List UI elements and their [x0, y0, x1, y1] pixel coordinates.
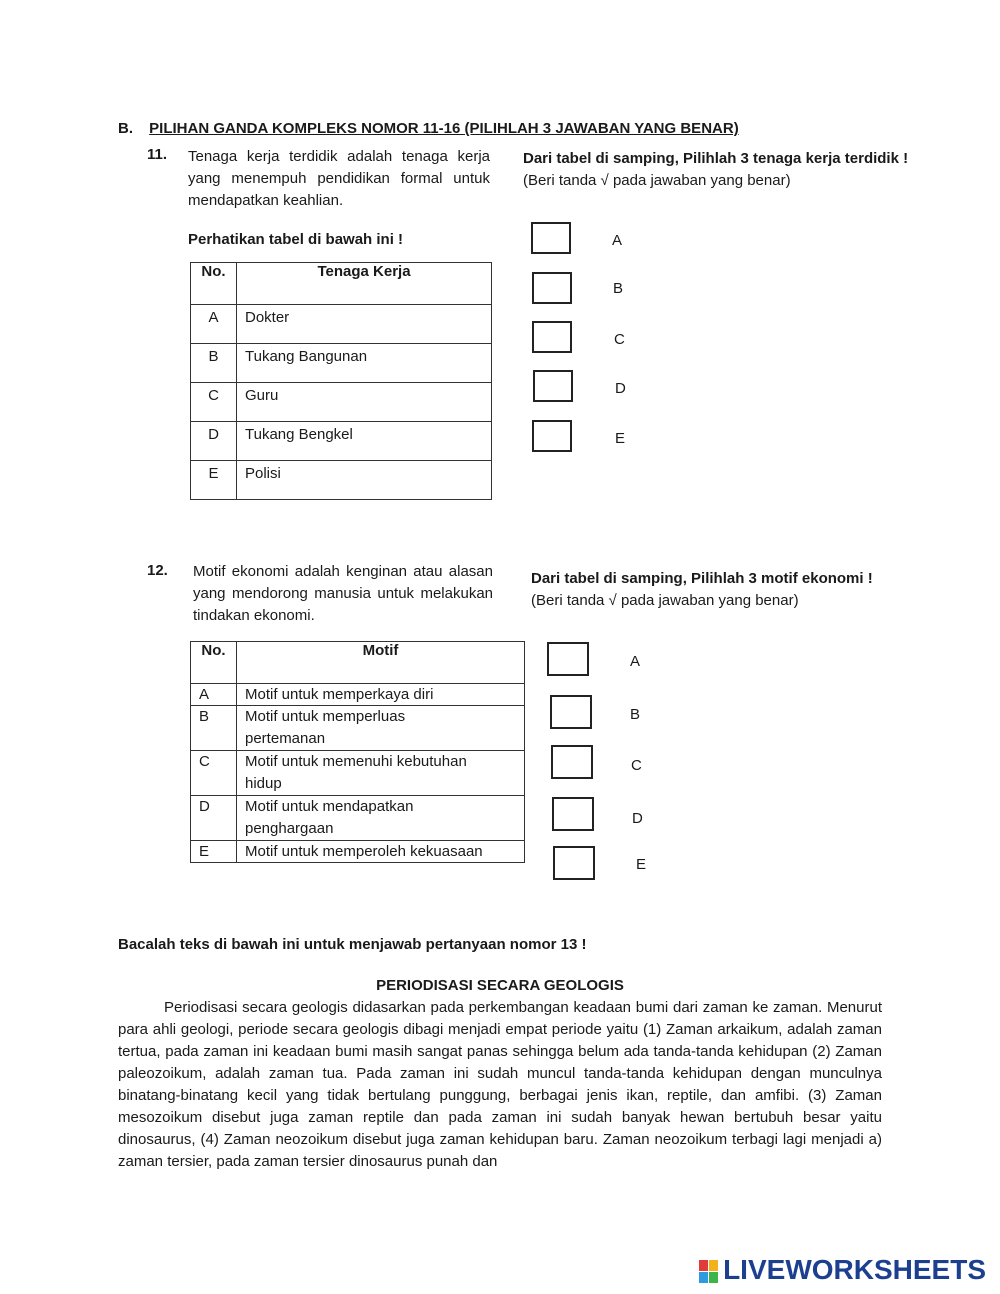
q12-option-d: D [632, 810, 643, 827]
table-header-row [191, 642, 525, 684]
table-row [191, 841, 525, 863]
table-row [191, 796, 525, 841]
liveworksheets-logo-text: LIVEWORKSHEETS [723, 1254, 986, 1285]
row-label: Motif untuk mendapatkan penghargaan [237, 796, 525, 841]
q12-option-a: A [630, 653, 641, 670]
q11-checkbox-c[interactable] [532, 321, 572, 353]
row-label: Motif untuk memperoleh kekuasaan [237, 841, 525, 863]
row-label: Guru [237, 383, 492, 422]
q11-instruction: Perhatikan tabel di bawah ini ! [188, 231, 404, 248]
table-header-no: No. [191, 642, 237, 684]
q13-intro: Bacalah teks di bawah ini untuk menjawab pertanyaan nomor 13 ! [118, 936, 587, 953]
row-label: Motif untuk memenuhi kebutuhan hidup [237, 751, 525, 796]
q12-prompt: Dari tabel di samping, Pilihlah 3 motif ekonomi ! [531, 570, 873, 587]
q11-option-b: B [613, 280, 624, 297]
row-label: Polisi [237, 461, 492, 500]
q12-table [190, 641, 525, 863]
row-no: A [191, 684, 237, 706]
table-row [191, 706, 525, 751]
q12-option-e: E [636, 856, 647, 873]
q11-hint: (Beri tanda √ pada jawaban yang benar) [523, 172, 791, 189]
q11-checkbox-a[interactable] [531, 222, 571, 254]
row-label: Dokter [237, 305, 492, 344]
liveworksheets-logo-icon [699, 1260, 719, 1284]
q12-checkbox-b[interactable] [550, 695, 592, 729]
row-no: E [191, 461, 237, 500]
q12-checkbox-c[interactable] [551, 745, 593, 779]
table-row [191, 305, 492, 344]
row-no: D [191, 796, 237, 841]
row-no: B [191, 706, 237, 751]
q11-checkbox-b[interactable] [532, 272, 572, 304]
q11-number: 11. [147, 146, 168, 163]
q11-option-c: C [614, 331, 625, 348]
q11-prompt: Dari tabel di samping, Pilihlah 3 tenaga kerja terdidik ! [523, 150, 909, 167]
section-heading [118, 120, 739, 137]
q11-option-a: A [612, 232, 623, 249]
row-no: C [191, 751, 237, 796]
table-row [191, 422, 492, 461]
q11-text: Tenaga kerja terdidik adalah tenaga kerja yang menempuh pendidikan formal untuk mendapatkan keahlian. [188, 148, 490, 209]
q12-checkbox-e[interactable] [553, 846, 595, 880]
q11-checkbox-e[interactable] [532, 420, 572, 452]
row-no: D [191, 422, 237, 461]
q12-number: 12. [147, 562, 168, 579]
q13-title: PERIODISASI SECARA GEOLOGIS [376, 977, 624, 994]
liveworksheets-logo [699, 1254, 986, 1286]
q12-option-c: C [631, 757, 642, 774]
q11-table [190, 262, 492, 500]
q12-option-b: B [630, 706, 641, 723]
q12-checkbox-d[interactable] [552, 797, 594, 831]
table-header-label: Tenaga Kerja [237, 263, 492, 305]
row-no: E [191, 841, 237, 863]
table-header-no: No. [191, 263, 237, 305]
table-row [191, 684, 525, 706]
row-label: Tukang Bangunan [237, 344, 492, 383]
row-no: B [191, 344, 237, 383]
row-no: A [191, 305, 237, 344]
q11-option-e: E [615, 430, 626, 447]
q12-hint: (Beri tanda √ pada jawaban yang benar) [531, 592, 799, 609]
table-row [191, 461, 492, 500]
row-label: Motif untuk memperluas pertemanan [237, 706, 525, 751]
q12-text: Motif ekonomi adalah kenginan atau alasan yang mendorong manusia untuk melakukan tindakan ekonomi. [193, 563, 493, 624]
q11-option-d: D [615, 380, 626, 397]
table-header-label: Motif [237, 642, 525, 684]
row-label: Tukang Bengkel [237, 422, 492, 461]
table-row [191, 344, 492, 383]
q12-checkbox-a[interactable] [547, 642, 589, 676]
section-title: PILIHAN GANDA KOMPLEKS NOMOR 11-16 (PILIHLAH 3 JAWABAN YANG BENAR) [149, 120, 739, 137]
q11-checkbox-d[interactable] [533, 370, 573, 402]
row-label: Motif untuk memperkaya diri [237, 684, 525, 706]
row-no: C [191, 383, 237, 422]
table-header-row [191, 263, 492, 305]
table-row [191, 751, 525, 796]
table-row [191, 383, 492, 422]
section-prefix: B. [118, 120, 133, 137]
q13-paragraph: Periodisasi secara geologis didasarkan pada perkembangan keadaan bumi dari zaman ke zaman. Menurut para ahli geologi, periode secara geologis dibagi menjadi empat periode yaitu (1) Zaman arkaikum, adalah zaman tertua, pada zaman ini keadaan bumi masih sangat panas sehingga belum ada tanda-tanda kehidupan (2) Zaman paleozoikum, adalah zaman tua. Pada zaman ini sudah muncul tanda-tanda kehidupan dengan munculnya binatang-binatang kecil yang tidak bertulang punggung, berbagai jenis ikan, reptile, dan amfibi. (3) Zaman mesozoikum disebut juga zaman reptile dan pada zaman ini sudah banyak hewan bertubuh besar yaitu dinosaurus, (4) Zaman neozoikum disebut juga zaman kehidupan baru. Zaman neozoikum terbagi lagi menjadi a) zaman tersier, pada zaman tersier dinosaurus punah dan [118, 999, 882, 1170]
